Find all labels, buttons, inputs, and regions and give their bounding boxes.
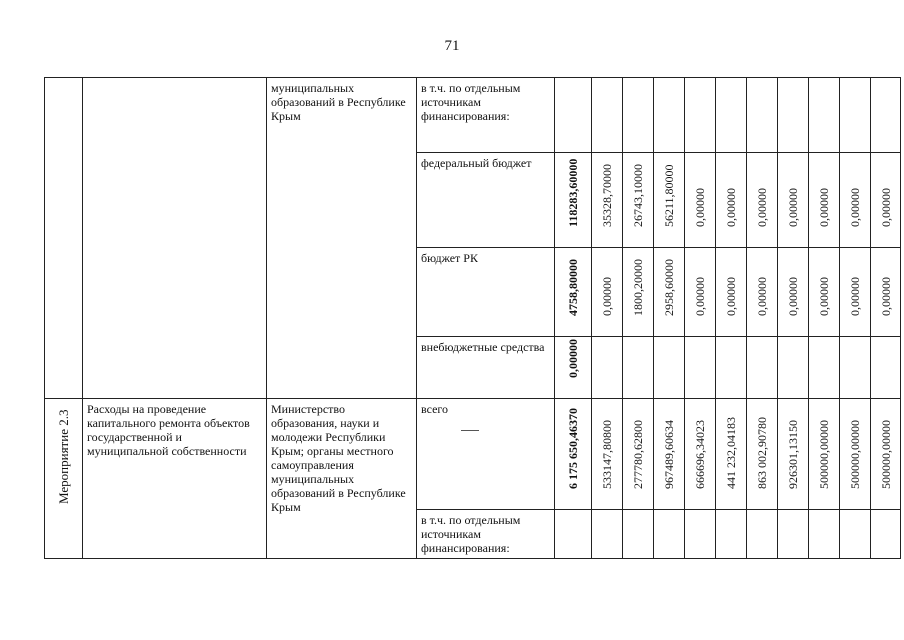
description-cell: Расходы на проведение капитального ремонта объектов государственной и муниципальной собственности: [83, 399, 267, 559]
value-cell: 0,00000: [809, 248, 840, 337]
value-cell: [654, 337, 685, 399]
source-cell: федеральный бюджет: [417, 153, 555, 248]
total-cell: 0,00000: [555, 337, 592, 399]
value-cell: 0,00000: [778, 248, 809, 337]
value-cell: 0,00000: [778, 153, 809, 248]
dash-mark: [461, 430, 479, 431]
value-cell: 0,00000: [685, 248, 716, 337]
value-cell: [871, 337, 901, 399]
value-cell: [685, 337, 716, 399]
value-cell: 0,00000: [747, 248, 778, 337]
value-cell: 26743,10000: [623, 153, 654, 248]
value-cell: 500000,00000: [871, 399, 901, 510]
value-cell: [716, 510, 747, 559]
source-cell: [417, 399, 555, 510]
executor-cell: Министерство образования, науки и молодежи Республики Крым; органы местного самоуправления муниципальных образований в Республике Крым: [267, 399, 417, 559]
value-cell: [654, 78, 685, 153]
table-row: [45, 399, 901, 510]
total-cell: 6 175 650,46370: [555, 399, 592, 510]
value-cell: 0,00000: [716, 153, 747, 248]
measure-cell-empty: [45, 78, 83, 399]
value-cell: [623, 337, 654, 399]
value-cell: [840, 78, 871, 153]
value-cell: [747, 337, 778, 399]
value-cell: 1800,20000: [623, 248, 654, 337]
value-cell: 2958,60000: [654, 248, 685, 337]
value-cell: 500000,00000: [840, 399, 871, 510]
executor-cell: муниципальных образований в Республике Крым: [267, 78, 417, 399]
total-cell: 118283,60000: [555, 153, 592, 248]
value-cell: 533147,80800: [592, 399, 623, 510]
source-cell: внебюджетные средства: [417, 337, 555, 399]
value-cell: [871, 78, 901, 153]
value-cell: [840, 510, 871, 559]
value-cell: 0,00000: [592, 248, 623, 337]
source-cell: в т.ч. по отдельным источникам финансирования:: [417, 78, 555, 153]
value-cell: 0,00000: [871, 248, 901, 337]
value-cell: 0,00000: [716, 248, 747, 337]
value-cell: 967489,60634: [654, 399, 685, 510]
value-cell: 0,00000: [809, 153, 840, 248]
page-number: 71: [444, 38, 460, 54]
value-cell: [747, 510, 778, 559]
value-cell: [840, 337, 871, 399]
value-cell: 500000,00000: [809, 399, 840, 510]
value-cell: [685, 510, 716, 559]
value-cell: 0,00000: [840, 153, 871, 248]
total-cell: [555, 78, 592, 153]
source-cell: в т.ч. по отдельным источникам финансирования:: [417, 510, 555, 559]
value-cell: [778, 510, 809, 559]
value-cell: 56211,80000: [654, 153, 685, 248]
total-cell: [555, 510, 592, 559]
value-cell: [716, 78, 747, 153]
value-cell: [716, 337, 747, 399]
value-cell: [871, 510, 901, 559]
value-cell: [623, 510, 654, 559]
value-cell: [778, 337, 809, 399]
value-cell: [809, 78, 840, 153]
source-label: всего: [421, 402, 449, 416]
value-cell: 0,00000: [685, 153, 716, 248]
total-cell: 4758,80000: [555, 248, 592, 337]
value-cell: 0,00000: [871, 153, 901, 248]
value-cell: [592, 510, 623, 559]
value-cell: [592, 78, 623, 153]
value-cell: 926301,13150: [778, 399, 809, 510]
table-row: [45, 78, 901, 153]
value-cell: [623, 78, 654, 153]
value-cell: 0,00000: [840, 248, 871, 337]
value-cell: 277780,62800: [623, 399, 654, 510]
measure-label-cell: Мероприятие 2.3: [45, 399, 83, 559]
value-cell: 0,00000: [747, 153, 778, 248]
value-cell: [747, 78, 778, 153]
value-cell: [778, 78, 809, 153]
value-cell: 666696,34023: [685, 399, 716, 510]
financing-table: [44, 77, 901, 559]
value-cell: 441 232,04183: [716, 399, 747, 510]
value-cell: [654, 510, 685, 559]
value-cell: [809, 510, 840, 559]
description-cell-empty: [83, 78, 267, 399]
value-cell: 863 002,90780: [747, 399, 778, 510]
value-cell: 35328,70000: [592, 153, 623, 248]
source-cell: бюджет РК: [417, 248, 555, 337]
value-cell: [685, 78, 716, 153]
value-cell: [592, 337, 623, 399]
value-cell: [809, 337, 840, 399]
